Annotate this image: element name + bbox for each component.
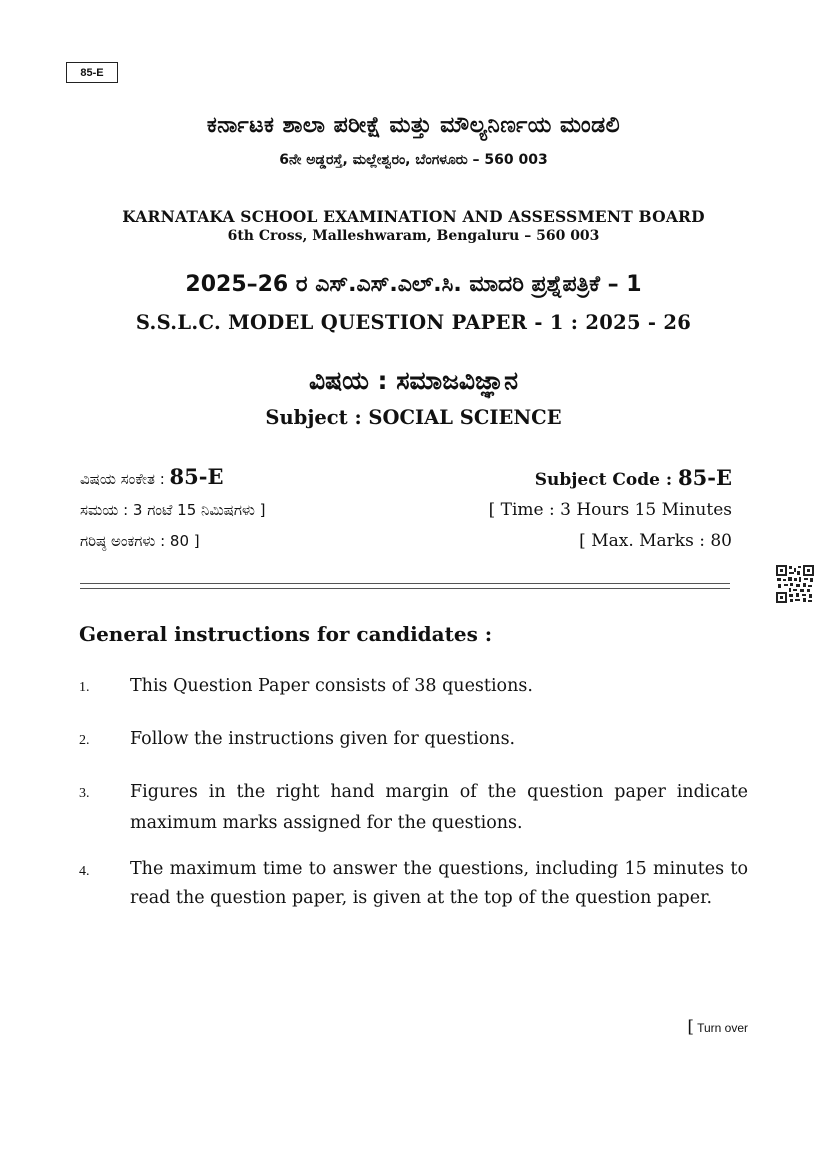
instructions-heading: General instructions for candidates :: [79, 622, 493, 646]
english-subject-code: [535, 465, 732, 490]
kannada-max-marks: ಗರಿಷ್ಠ ಅಂಕಗಳು : 80 ]: [80, 532, 200, 550]
instruction-text: This Question Paper consists of 38 questions.: [130, 676, 533, 696]
english-time: [ Time : 3 Hours 15 Minutes: [488, 500, 732, 520]
paper-code-box: 85-E: [66, 62, 118, 83]
kannada-subject-code-label: ವಿಷಯ ಸಂಕೇತ :: [80, 470, 170, 488]
kannada-subject: ವಿಷಯ : ಸಮಾಜವಿಜ್ಞಾನ: [308, 366, 519, 395]
english-subject-code-value: 85-E: [678, 465, 732, 490]
instruction-text: Follow the instructions given for questions.: [130, 729, 516, 749]
kannada-paper-title: 2025–26 ರ ಎಸ್.ಎಸ್.ಎಲ್.ಸಿ. ಮಾದರಿ ಪ್ರಶ್ನೆಪತ್ರಿಕೆ – 1: [185, 272, 642, 297]
turn-over-note: [687, 1017, 748, 1037]
kannada-board-address: 6ನೇ ಅಡ್ಡರಸ್ತೆ, ಮಲ್ಲೇಶ್ವರಂ, ಬೆಂಗಳೂರು – 560 003: [279, 152, 548, 168]
kannada-subject-code-value: 85-E: [169, 464, 224, 489]
turn-over-bracket: [: [687, 1017, 694, 1037]
english-subject: Subject : SOCIAL SCIENCE: [265, 406, 562, 429]
qr-code-icon: [776, 565, 814, 603]
english-subject-code-label: Subject Code :: [534, 470, 679, 490]
instruction-number: 2.: [79, 733, 90, 748]
english-board-address: 6th Cross, Malleshwaram, Bengaluru – 560 003: [227, 228, 600, 244]
kannada-time: ಸಮಯ : 3 ಗಂಟೆ 15 ನಿಮಿಷಗಳು ]: [80, 501, 266, 519]
divider-line-bottom: [80, 588, 730, 589]
kannada-subject-code: [80, 464, 223, 489]
instruction-number: 4.: [79, 864, 90, 879]
english-board-name: KARNATAKA SCHOOL EXAMINATION AND ASSESSMENT BOARD: [122, 207, 705, 226]
english-paper-title: S.S.L.C. MODEL QUESTION PAPER - 1 : 2025 - 26: [135, 311, 692, 334]
divider-line-top: [80, 583, 730, 584]
instruction-number: 3.: [79, 786, 90, 801]
instruction-text: The maximum time to answer the questions, including 15 minutes to read the question paper, is given at the top of the question paper.: [130, 859, 748, 908]
instruction-text: Figures in the right hand margin of the question paper indicate maximum marks assigned for the questions.: [130, 782, 748, 833]
kannada-board-name: ಕರ್ನಾಟಕ ಶಾಲಾ ಪರೀಕ್ಷೆ ಮತ್ತು ಮೌಲ್ಯನಿರ್ಣಯ ಮಂಡಲಿ: [206, 113, 621, 138]
turn-over-text: Turn over: [697, 1021, 748, 1035]
instruction-number: 1.: [79, 680, 90, 695]
english-max-marks: [ Max. Marks : 80: [579, 531, 732, 551]
